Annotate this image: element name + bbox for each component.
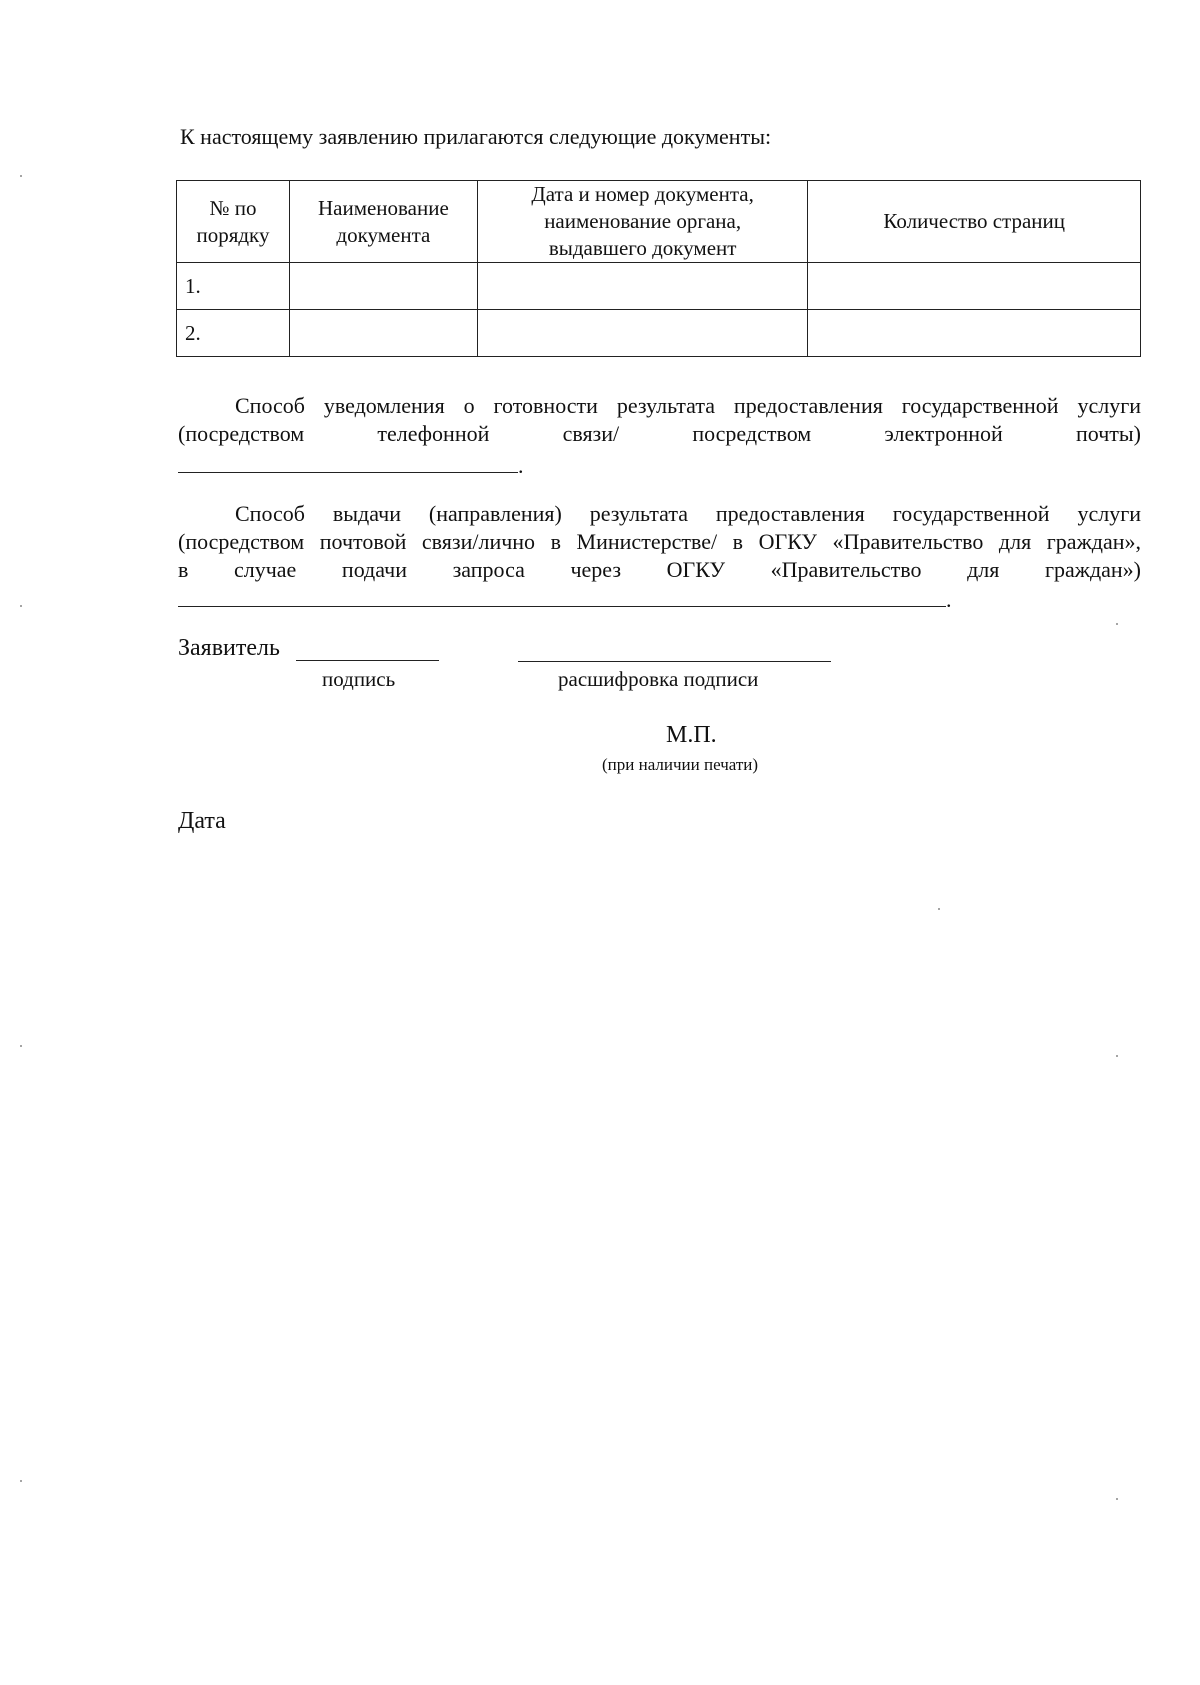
header-line: наименование органа, bbox=[544, 209, 742, 233]
date-label: Дата bbox=[178, 808, 226, 834]
header-number bbox=[177, 181, 290, 263]
scan-speck bbox=[20, 175, 22, 177]
word: через bbox=[570, 557, 622, 582]
scan-speck bbox=[938, 908, 940, 910]
line-end: . bbox=[946, 587, 952, 612]
delivery-method-paragraph bbox=[178, 500, 1141, 614]
signature-decoding-line bbox=[518, 661, 831, 662]
header-line: Дата и номер документа, bbox=[531, 182, 754, 206]
row-number: 1. bbox=[177, 263, 290, 310]
notification-method-paragraph bbox=[178, 392, 1141, 480]
paragraph-line: Способ выдачи (направления) результата предоставления государственной услуги bbox=[235, 501, 1141, 526]
header-line: Наименование bbox=[317, 195, 449, 220]
word: электронной bbox=[884, 421, 1003, 446]
scan-speck bbox=[1116, 623, 1118, 625]
word: для bbox=[967, 557, 1000, 582]
signature-decoding-caption: расшифровка подписи bbox=[558, 667, 759, 691]
fill-in-blank bbox=[178, 586, 946, 607]
table-header-row bbox=[177, 181, 1141, 263]
word: граждан») bbox=[1044, 557, 1141, 582]
scan-speck bbox=[20, 1480, 22, 1482]
word: (посредством bbox=[178, 421, 305, 446]
applicant-label: Заявитель bbox=[178, 635, 280, 661]
word: ОГКУ bbox=[666, 557, 726, 582]
paragraph-line bbox=[178, 586, 1141, 614]
signature-line bbox=[296, 660, 439, 661]
word: связи/ bbox=[562, 421, 620, 446]
header-document-name bbox=[289, 181, 477, 263]
cell-document-date bbox=[477, 263, 808, 310]
header-line: № по bbox=[209, 195, 257, 220]
word: запроса bbox=[452, 557, 525, 582]
stamp-note: (при наличии печати) bbox=[602, 755, 759, 774]
paragraph-line: (посредством почтовой связи/лично в Министерстве/ в ОГКУ «Правительство для граждан», bbox=[178, 529, 1141, 554]
attachments-intro: К настоящему заявлению прилагаются следующие документы: bbox=[180, 124, 772, 149]
paragraph-line: Способ уведомления о готовности результата предоставления государственной услуги bbox=[235, 393, 1141, 418]
line-end: . bbox=[518, 453, 524, 478]
stamp-label: М.П. bbox=[666, 722, 717, 748]
cell-page-count bbox=[808, 263, 1141, 310]
paragraph-line bbox=[178, 420, 1141, 448]
word: почты) bbox=[1076, 421, 1142, 446]
paragraph-line bbox=[178, 452, 1141, 480]
scan-speck bbox=[1116, 1498, 1118, 1500]
word: случае bbox=[233, 557, 297, 582]
scan-speck bbox=[20, 605, 22, 607]
cell-page-count bbox=[808, 310, 1141, 357]
header-line: документа bbox=[336, 222, 431, 247]
header-document-date bbox=[477, 181, 808, 263]
word: «Правительство bbox=[770, 557, 922, 582]
header-page-count: Количество страниц bbox=[808, 181, 1141, 263]
scan-speck bbox=[20, 1045, 22, 1047]
cell-document-date bbox=[477, 310, 808, 357]
fill-in-blank bbox=[178, 452, 518, 473]
word: телефонной bbox=[377, 421, 490, 446]
cell-document-name bbox=[289, 310, 477, 357]
row-number: 2. bbox=[177, 310, 290, 357]
table-row bbox=[177, 310, 1141, 357]
signature-caption: подпись bbox=[322, 667, 396, 691]
cell-document-name bbox=[289, 263, 477, 310]
paragraph-line bbox=[178, 556, 1141, 584]
attachments-table bbox=[176, 180, 1141, 357]
word: в bbox=[178, 557, 189, 582]
header-line: выдавшего документ bbox=[548, 236, 737, 260]
word: подачи bbox=[341, 557, 407, 582]
word: посредством bbox=[692, 421, 812, 446]
table-row bbox=[177, 263, 1141, 310]
scan-speck bbox=[1116, 1055, 1118, 1057]
header-line: порядку bbox=[196, 222, 270, 247]
